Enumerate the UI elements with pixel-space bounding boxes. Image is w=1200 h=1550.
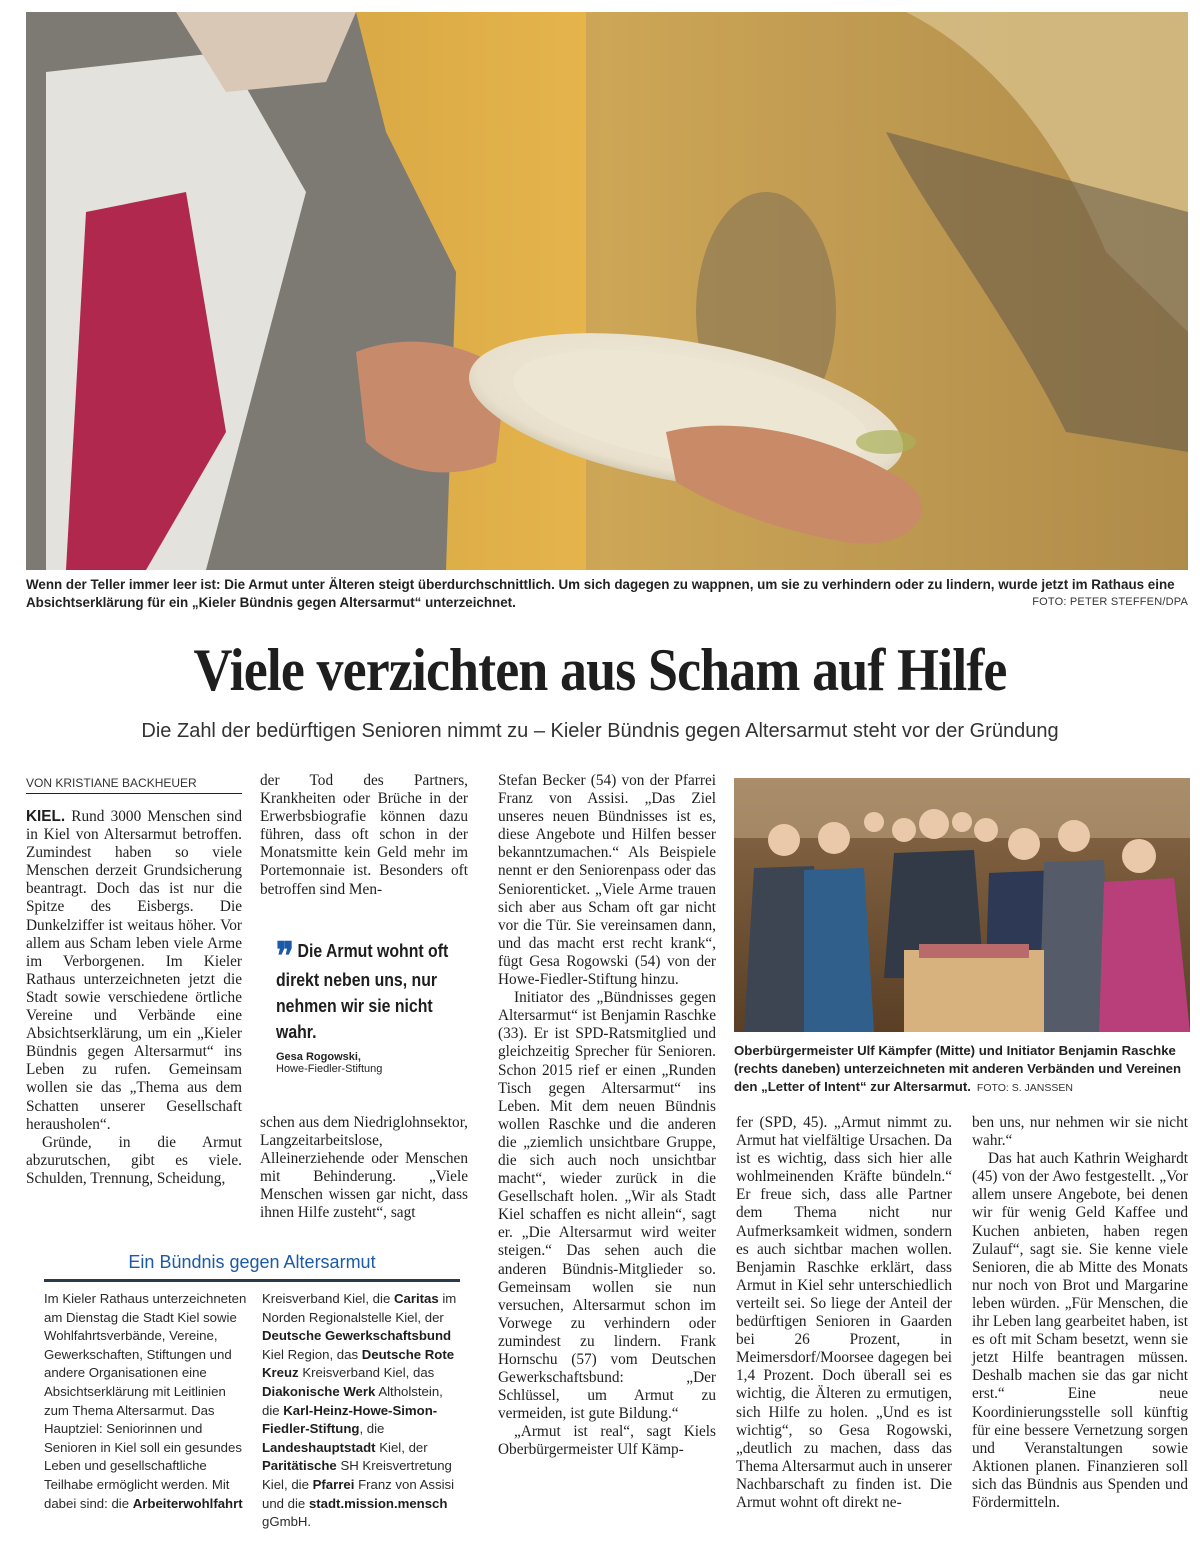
- infobox-org: Caritas: [393, 1291, 439, 1306]
- article-column-2-top: [260, 772, 468, 899]
- infobox-org: Deutsche Gewerkschaftsbund: [262, 1328, 452, 1344]
- signing-photo-caption: [734, 1042, 1194, 1097]
- infobox-text: SH Kreisvertretung Kiel, die: [262, 1458, 452, 1492]
- infobox-org: Deutsche Rote Kreuz: [262, 1346, 455, 1381]
- pull-quote: [276, 938, 466, 1075]
- infobox-text: Franz von Assisi und die: [262, 1476, 455, 1511]
- hero-photo-credit: FOTO: PETER STEFFEN/DPA: [1032, 596, 1188, 608]
- quote-mark-icon: ❞: [276, 936, 294, 978]
- infobox-text: Kiel, der: [379, 1439, 428, 1455]
- infobox-org: Landeshauptstadt: [262, 1439, 376, 1455]
- infobox-org: Pfarrei: [312, 1476, 355, 1492]
- article-text: Rund 3000 Menschen sind in Kiel von Altersarmut betroffen. Zumindest haben so viele Menschen derzeit Grundsicherung beantragt. Doch das ist nur die Spitze des Eisbergs. Die Dunkelziffer ist weitaus höher. Vor allem aus Scham leben viele Arme im Verborgenen. Im Kieler Rathaus unterzeichneten jetzt die Stadt sowie verschiedene örtliche Vereine und Verbände eine Absichtserklärung, um ein „Kieler Bündnis gegen Altersarmut“ ins Leben zu rufen. Gemeinsam wollen sie das „Thema aus dem Schatten unserer Gesellschaft herausholen“.: [26, 808, 242, 1133]
- infobox-text: , die: [359, 1421, 385, 1437]
- infobox-text: im Norden Regionalstelle Kiel, der: [262, 1291, 457, 1325]
- infobox-column-left: [44, 1290, 248, 1513]
- article-paragraph: Das hat auch Kathrin Weighardt (45) von der Awo festgestellt. „Vor allem unsere Angebote, bei denen wir für wenig Geld Kaffee und Kuchen anbieten, haben regen Zulauf“, sagt sie. Sie kenne viele Senioren, die ab Mitte des Monats nur noch von Brot und Margarine leben würden. „Für Menschen, die ihr Leben lang gearbeitet haben, ist es oft mit Scham besetzt, wenn sie jetzt Hilfe beantragen müssen. Deshalb machen sie das gar nicht erst.“ Eine neue Koordinierungsstelle soll künftig für eine bessere Vernetzung sorgen und Veranstaltungen sowie Aktionen planen. Finanzieren soll sich das Bündnis aus Spenden und Fördermitteln.: [972, 1150, 1188, 1511]
- article-paragraph: der Tod des Partners, Krankheiten oder Brüche in der Erwerbsbiografie können dazu führen, dass oft schon in der Monatsmitte kein Geld mehr im Portemonnaie ist. Besonders oft betroffen sind Men-: [260, 772, 468, 898]
- pull-quote-org: Howe-Fiedler-Stiftung: [276, 1063, 383, 1075]
- infobox-text: Kreisverband Kiel, das: [302, 1365, 435, 1381]
- article-paragraph: Stefan Becker (54) von der Pfarrei Franz von Assisi. „Das Ziel unseres neuen Bündnisses ist es, diese Angebote und Hilfen besser bekanntzumachen.“ Als Beispiele nennt er den Seniorenpass oder das Seniorenticket. „Viele Arme trauen sich aber aus Scham oft gar nicht vor die Tür. Sie vereinsamen dann, und das macht erst recht krank“, fügt Gesa Rogowski (54) von der Howe-Fiedler-Stiftung hinzu.: [498, 772, 716, 989]
- article-column-1: [26, 808, 242, 1188]
- article-column-3: [498, 772, 716, 1460]
- infobox-text: Im Kieler Rathaus unterzeichneten am Dienstag die Stadt Kiel sowie Wohlfahrtsverbände, Vereine, Gewerkschaften, Stiftungen und andere Organisationen eine Absichtserklärung mit Leitlinien zum Thema Altersarmut. Das Hauptziel: Seniorinnen und Senioren in Kiel soll ein gesundes Leben und gesellschaftliche Teilhabe ermöglicht werden. Mit dabei sind: die: [44, 1291, 247, 1511]
- signing-photo: [734, 778, 1190, 1032]
- infobox-title: Ein Bündnis gegen Altersarmut: [44, 1252, 460, 1282]
- infobox-text: Kiel Region, das: [262, 1346, 359, 1362]
- headline: Viele verzichten aus Scham auf Hilfe: [193, 637, 1007, 703]
- pull-quote-text: [276, 938, 466, 1045]
- infobox-text: Altholstein, die: [262, 1383, 443, 1418]
- article-column-5: [972, 1114, 1188, 1512]
- dateline: KIEL.: [26, 808, 66, 825]
- article-column-4: [736, 1114, 952, 1512]
- infobox-text: gGmbH.: [262, 1514, 312, 1530]
- pull-quote-author: Gesa Rogowski,: [276, 1051, 361, 1063]
- hero-photo: [26, 12, 1188, 570]
- signing-caption-text: Oberbürgermeister Ulf Kämpfer (Mitte) und Initiator Benjamin Raschke (rechts daneben) unterzeichneten mit anderen Verbänden und Vereinen den „Letter of Intent“ zur Altersarmut.: [734, 1043, 1182, 1094]
- article-paragraph: fer (SPD, 45). „Armut nimmt zu. Armut hat vielfältige Ursachen. Da ist es wichtig, dass sich hier alle wohlmeinenden Kräfte bündeln.“ Er freue sich, dass alle Partner dem Thema nicht nur Aufmerksamkeit widmen, sondern es auch sichtbar machen wollen. Benjamin Raschke erklärt, dass Armut in Kiel sehr unterschiedlich verteilt sei. So liege der Anteil der bedürftigen Senioren in Gaarden bei 26 Prozent, in Meimersdorf/Moorsee dagegen bei 1,4 Prozent. Doch überall sei es wichtig, die Älteren zu ermutigen, sich Hilfe zu holen. „Und es ist wichtig“, so Gesa Rogowski, „deutlich zu machen, dass das Thema Altersarmut auch in unserer Nachbarschaft zu finden ist. Die Armut wohnt oft direkt ne-: [736, 1114, 952, 1511]
- pull-quote-body: Die Armut wohnt oft direkt neben uns, nur nehmen wir sie nicht wahr.: [276, 941, 449, 1042]
- article-paragraph: [26, 808, 242, 1134]
- article-paragraph: Gründe, in die Armut abzurutschen, gibt es viele. Schulden, Trennung, Scheidung,: [26, 1133, 242, 1187]
- infobox-text: Kreisverband Kiel, die: [262, 1291, 391, 1306]
- infobox-org: Diakonische Werk: [262, 1383, 376, 1399]
- article-paragraph: schen aus dem Niedriglohnsektor, Langzeitarbeitslose, Alleinerziehende oder Menschen mit Behinderung. „Viele Menschen wissen gar nicht, dass ihnen Hilfe zusteht“, sagt: [260, 1114, 468, 1222]
- infobox-org: Paritätische: [262, 1458, 337, 1474]
- byline: VON KRISTIANE BACKHEUER: [26, 776, 242, 794]
- infobox-org: stadt.mission.mensch: [308, 1495, 448, 1511]
- article-paragraph: Initiator des „Bündnisses gegen Altersarmut“ ist Benjamin Raschke (33). Er ist SPD-Ratsmitglied und gleichzeitig Sprecher für Senioren. Schon 2015 rief er einen „Runden Tisch gegen Altersarmut“ ins Leben. Mit dem neuen Bündnis wollen Raschke und die anderen die „ziemlich unsichtbare Gruppe, die sich auch noch unsichtbar macht“, wieder zurück in die Gesellschaft holen. „Wir als Stadt Kiel schaffen es nicht allein“, sagt er. „Die Altersarmut wird weiter steigen.“ Das sehen auch die anderen Bündnis-Mitglieder so. Gemeinsam wollen sie nun versuchen, Altersarmut schon im Vorwege zu verhindern oder zumindest zu lindern. Frank Hornschu (57) vom Deutschen Gewerkschaftsbund: „Der Schlüssel, um Armut zu vermeiden, ist gute Bildung.“: [498, 989, 716, 1423]
- article-paragraph: ben uns, nur nehmen wir sie nicht wahr.“: [972, 1114, 1188, 1150]
- hero-caption: Wenn der Teller immer leer ist: Die Armut unter Älteren steigt überdurchschnittlich. Um sich dagegen zu wappnen, um sie zu verhindern oder zu lindern, wurde jetzt im Rathaus eine Absichtserklärung für ein „Kieler Bündnis gegen Altersarmut“ unterzeichnet.: [26, 577, 1175, 610]
- article-column-2-bottom: [260, 1114, 468, 1223]
- infobox-org: Arbeiterwohlfahrt: [132, 1495, 243, 1511]
- infobox-org: Karl-Heinz-Howe-Simon-Fiedler-Stiftung: [262, 1402, 438, 1437]
- infobox-column-right: [262, 1290, 462, 1532]
- article-paragraph: „Armut ist real“, sagt Kiels Oberbürgermeister Ulf Kämp-: [498, 1423, 716, 1459]
- signing-photo-credit: FOTO: S. JANSSEN: [976, 1082, 1073, 1094]
- subheadline: Die Zahl der bedürftigen Senioren nimmt zu – Kieler Bündnis gegen Altersarmut steht vor der Gründung: [141, 720, 1059, 742]
